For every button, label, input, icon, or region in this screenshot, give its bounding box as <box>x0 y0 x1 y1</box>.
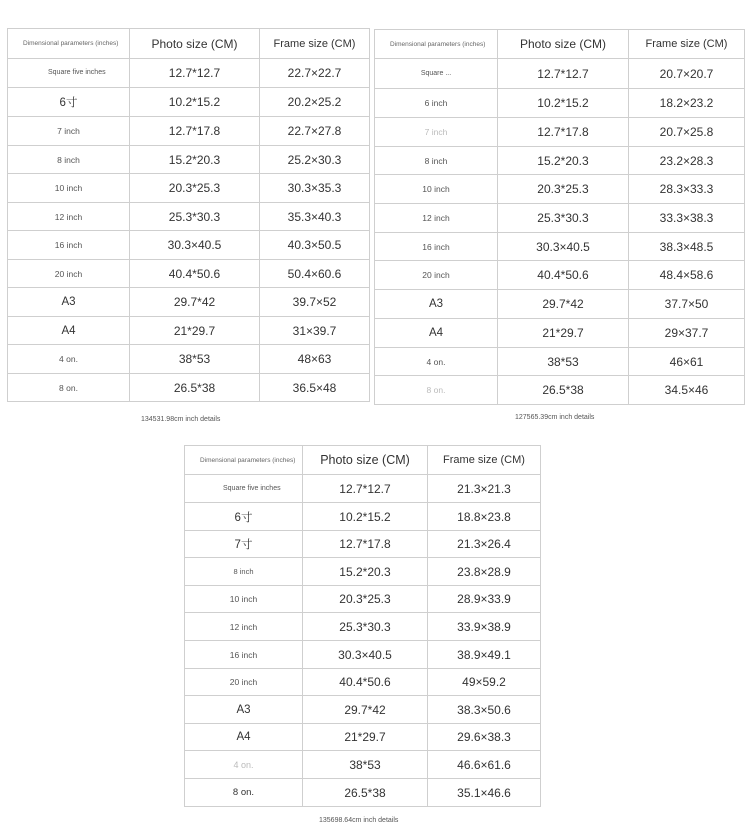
table-row <box>375 376 745 405</box>
photo-size-cell: 21*29.7 <box>130 317 260 345</box>
photo-size-cell: 26.5*38 <box>498 376 629 405</box>
row-label: 7寸 <box>185 531 303 558</box>
table-row <box>185 586 541 613</box>
row-label: 8 on. <box>375 376 498 405</box>
photo-size-cell: 20.3*25.3 <box>303 586 428 613</box>
table-row <box>8 59 370 88</box>
frame-size-cell: 23.2×28.3 <box>629 147 745 175</box>
row-label: 10 inch <box>185 586 303 613</box>
header-dimensional-parameters: Dimensional parameters (inches) <box>8 29 130 59</box>
table-row <box>8 260 370 288</box>
photo-size-cell: 30.3×40.5 <box>130 231 260 260</box>
table-row <box>375 319 745 348</box>
photo-size-cell: 12.7*12.7 <box>498 59 629 89</box>
table-caption: 127565.39cm inch details <box>515 414 595 421</box>
photo-size-cell: 30.3×40.5 <box>303 641 428 669</box>
row-label: 7 inch <box>8 117 130 146</box>
row-label: 6寸 <box>185 503 303 531</box>
frame-size-cell: 20.2×25.2 <box>260 88 370 117</box>
header-frame-size: Frame size (CM) <box>428 446 541 475</box>
photo-size-cell: 29.7*42 <box>130 288 260 317</box>
row-label: A3 <box>8 288 130 317</box>
row-label: 4 on. <box>8 345 130 374</box>
frame-size-cell: 20.7×25.8 <box>629 118 745 147</box>
row-label: 8 on. <box>8 374 130 402</box>
row-label: 4 on. <box>185 751 303 779</box>
frame-size-cell: 50.4×60.6 <box>260 260 370 288</box>
frame-size-cell: 35.1×46.6 <box>428 779 541 807</box>
photo-size-cell: 38*53 <box>303 751 428 779</box>
row-label: Square ... <box>375 59 498 89</box>
table-row <box>8 317 370 345</box>
frame-size-cell: 35.3×40.3 <box>260 203 370 231</box>
table-row <box>375 290 745 319</box>
row-label: 12 inch <box>185 613 303 641</box>
photo-size-cell: 15.2*20.3 <box>130 146 260 174</box>
header-frame-size: Frame size (CM) <box>629 30 745 59</box>
row-label: 12 inch <box>375 204 498 233</box>
photo-size-cell: 38*53 <box>130 345 260 374</box>
table-row <box>375 204 745 233</box>
table-row <box>185 503 541 531</box>
frame-size-cell: 48.4×58.6 <box>629 261 745 290</box>
photo-size-cell: 25.3*30.3 <box>303 613 428 641</box>
row-label: 16 inch <box>185 641 303 669</box>
table-header-row <box>8 29 370 59</box>
photo-size-cell: 40.4*50.6 <box>498 261 629 290</box>
table-row <box>8 345 370 374</box>
photo-size-cell: 12.7*17.8 <box>303 531 428 558</box>
row-label: 20 inch <box>185 669 303 696</box>
photo-size-cell: 26.5*38 <box>303 779 428 807</box>
table-row <box>185 724 541 751</box>
frame-size-cell: 46×61 <box>629 348 745 376</box>
table-row <box>185 779 541 807</box>
photo-size-cell: 29.7*42 <box>303 696 428 724</box>
header-photo-size: Photo size (CM) <box>498 30 629 59</box>
frame-size-cell: 25.2×30.3 <box>260 146 370 174</box>
frame-size-cell: 29×37.7 <box>629 319 745 348</box>
row-label: A3 <box>375 290 498 319</box>
table-row <box>8 231 370 260</box>
table-header-row <box>375 30 745 59</box>
photo-size-cell: 10.2*15.2 <box>130 88 260 117</box>
frame-size-cell: 48×63 <box>260 345 370 374</box>
photo-size-cell: 12.7*17.8 <box>130 117 260 146</box>
table-header-row <box>185 446 541 475</box>
frame-size-cell: 18.2×23.2 <box>629 89 745 118</box>
frame-size-cell: 30.3×35.3 <box>260 174 370 203</box>
header-dimensional-parameters: Dimensional parameters (inches) <box>375 30 498 59</box>
frame-size-cell: 28.9×33.9 <box>428 586 541 613</box>
table-row <box>8 146 370 174</box>
frame-size-cell: 31×39.7 <box>260 317 370 345</box>
table-row <box>185 669 541 696</box>
size-table-3 <box>184 445 541 807</box>
row-label: 16 inch <box>8 231 130 260</box>
frame-size-cell: 40.3×50.5 <box>260 231 370 260</box>
photo-size-cell: 21*29.7 <box>498 319 629 348</box>
photo-size-cell: 30.3×40.5 <box>498 233 629 261</box>
header-photo-size: Photo size (CM) <box>303 446 428 475</box>
row-label: 8 on. <box>185 779 303 807</box>
table-row <box>185 558 541 586</box>
photo-size-cell: 40.4*50.6 <box>130 260 260 288</box>
photo-size-cell: 29.7*42 <box>498 290 629 319</box>
frame-size-cell: 49×59.2 <box>428 669 541 696</box>
row-label: 20 inch <box>375 261 498 290</box>
row-label: 6 inch <box>375 89 498 118</box>
frame-size-cell: 20.7×20.7 <box>629 59 745 89</box>
frame-size-cell: 36.5×48 <box>260 374 370 402</box>
header-frame-size: Frame size (CM) <box>260 29 370 59</box>
header-photo-size: Photo size (CM) <box>130 29 260 59</box>
frame-size-cell: 37.7×50 <box>629 290 745 319</box>
table-row <box>375 261 745 290</box>
table-row <box>8 203 370 231</box>
table-row <box>185 613 541 641</box>
table-row <box>375 348 745 376</box>
row-label: Square five inches <box>8 59 130 88</box>
row-label: A4 <box>8 317 130 345</box>
row-label: 6寸 <box>8 88 130 117</box>
table-row <box>375 89 745 118</box>
row-label: 20 inch <box>8 260 130 288</box>
table-row <box>8 174 370 203</box>
row-label: 10 inch <box>8 174 130 203</box>
frame-size-cell: 22.7×27.8 <box>260 117 370 146</box>
table-row <box>185 531 541 558</box>
table-row <box>8 117 370 146</box>
row-label: 12 inch <box>8 203 130 231</box>
table-row <box>375 147 745 175</box>
photo-size-cell: 12.7*12.7 <box>303 475 428 503</box>
frame-size-cell: 38.3×48.5 <box>629 233 745 261</box>
frame-size-cell: 22.7×22.7 <box>260 59 370 88</box>
row-label: 8 inch <box>185 558 303 586</box>
row-label: 8 inch <box>8 146 130 174</box>
photo-size-cell: 21*29.7 <box>303 724 428 751</box>
frame-size-cell: 21.3×26.4 <box>428 531 541 558</box>
frame-size-cell: 34.5×46 <box>629 376 745 405</box>
photo-size-cell: 12.7*17.8 <box>498 118 629 147</box>
row-label: A4 <box>185 724 303 751</box>
size-table-2 <box>374 29 745 405</box>
size-table-1 <box>7 28 370 402</box>
table-row <box>375 59 745 89</box>
frame-size-cell: 21.3×21.3 <box>428 475 541 503</box>
table-row <box>185 751 541 779</box>
frame-size-cell: 33.3×38.3 <box>629 204 745 233</box>
photo-size-cell: 20.3*25.3 <box>498 175 629 204</box>
photo-size-cell: 38*53 <box>498 348 629 376</box>
frame-size-cell: 39.7×52 <box>260 288 370 317</box>
photo-size-cell: 25.3*30.3 <box>130 203 260 231</box>
row-label: Square five inches <box>185 475 303 503</box>
photo-size-cell: 10.2*15.2 <box>303 503 428 531</box>
photo-size-cell: 12.7*12.7 <box>130 59 260 88</box>
row-label: 4 on. <box>375 348 498 376</box>
frame-size-cell: 18.8×23.8 <box>428 503 541 531</box>
table-caption: 134531.98cm inch details <box>141 416 221 423</box>
photo-size-cell: 40.4*50.6 <box>303 669 428 696</box>
header-dimensional-parameters: Dimensional parameters (inches) <box>185 446 303 475</box>
table-row <box>185 696 541 724</box>
table-row <box>185 475 541 503</box>
row-label: 16 inch <box>375 233 498 261</box>
row-label: 7 inch <box>375 118 498 147</box>
frame-size-cell: 46.6×61.6 <box>428 751 541 779</box>
photo-size-cell: 26.5*38 <box>130 374 260 402</box>
table-row <box>8 374 370 402</box>
photo-size-cell: 20.3*25.3 <box>130 174 260 203</box>
row-label: A3 <box>185 696 303 724</box>
photo-size-cell: 25.3*30.3 <box>498 204 629 233</box>
row-label: 8 inch <box>375 147 498 175</box>
row-label: A4 <box>375 319 498 348</box>
frame-size-cell: 38.9×49.1 <box>428 641 541 669</box>
table-row <box>8 288 370 317</box>
table-row <box>375 233 745 261</box>
table-row <box>8 88 370 117</box>
frame-size-cell: 29.6×38.3 <box>428 724 541 751</box>
table-caption: 135698.64cm inch details <box>319 817 399 824</box>
photo-size-cell: 15.2*20.3 <box>303 558 428 586</box>
frame-size-cell: 38.3×50.6 <box>428 696 541 724</box>
table-row <box>375 118 745 147</box>
photo-size-cell: 15.2*20.3 <box>498 147 629 175</box>
table-row <box>375 175 745 204</box>
frame-size-cell: 28.3×33.3 <box>629 175 745 204</box>
row-label: 10 inch <box>375 175 498 204</box>
table-row <box>185 641 541 669</box>
frame-size-cell: 23.8×28.9 <box>428 558 541 586</box>
photo-size-cell: 10.2*15.2 <box>498 89 629 118</box>
frame-size-cell: 33.9×38.9 <box>428 613 541 641</box>
